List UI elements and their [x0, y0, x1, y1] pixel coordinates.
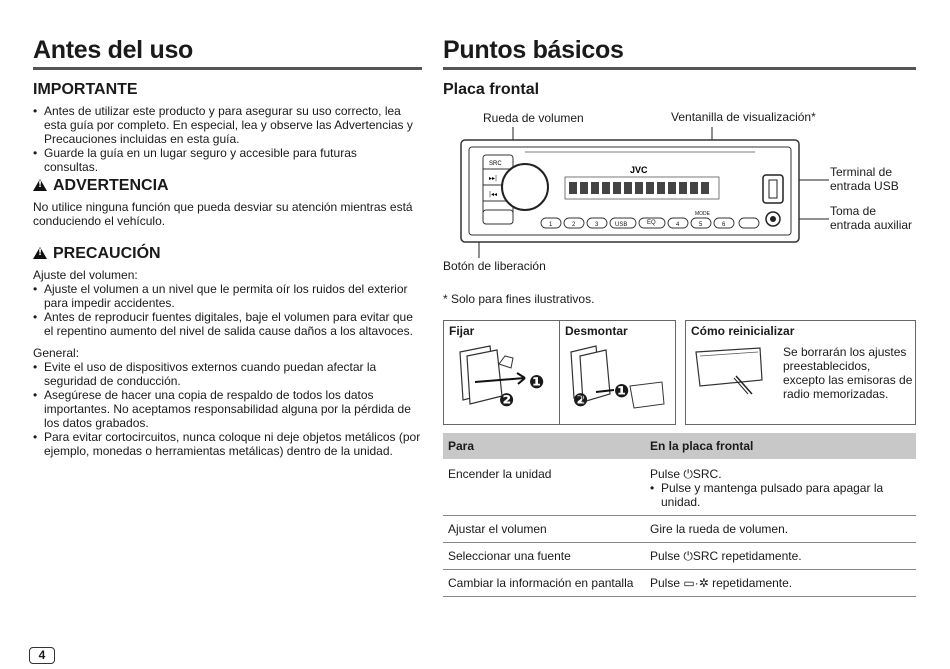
reinicializar-line: excepto las emisoras de [783, 373, 913, 387]
table-row [443, 516, 916, 543]
list-item: • Antes de utilizar este producto y para asegurar su uso correcto, lea esta guía por completo. En especial, lea y observe las Advertencias y Precauciones incluidas en esta guía. [33, 104, 413, 146]
svg-text:|◂◂: |◂◂ [489, 191, 498, 198]
step-1-badge: ❶ [614, 381, 630, 401]
footnote: * Solo para fines ilustrativos. [443, 292, 595, 306]
callout-usb-line1: Terminal de [830, 165, 893, 179]
importante-heading: IMPORTANTE [33, 81, 138, 98]
step-1-badge: ❶ [529, 372, 545, 392]
advertencia-label: ADVERTENCIA [53, 177, 169, 194]
label-reinicializar: Cómo reinicializar [691, 324, 795, 338]
svg-text:USB: USB [615, 222, 628, 228]
callout-aux-line1: Toma de [830, 204, 877, 218]
callout-usb-line2: entrada USB [830, 179, 899, 193]
power-icon: ⏻ [683, 549, 693, 563]
placa-heading: Placa frontal [443, 81, 540, 98]
src-button-label: SRC [489, 161, 502, 167]
callout-rueda: Rueda de volumen [483, 111, 584, 125]
precaucion-label: PRECAUCIÓN [53, 245, 161, 262]
list-item: • Asegúrese de hacer una copia de respaldo de todos los datos importantes. No aceptamos responsabilidad alguna por la pérdida de los datos grabados. [33, 388, 421, 430]
callout-ventanilla: Ventanilla de visualización* [671, 110, 816, 124]
step-2-badge: ❷ [499, 390, 515, 410]
list-item: • Antes de reproducir fuentes digitales, baje el volumen para evitar que el repentino aumento del nivel de salida cause daños a los altavoces. [33, 310, 421, 338]
cell-text: Pulse [650, 549, 684, 563]
reinicializar-line: Se borrarán los ajustes [783, 345, 907, 359]
warning-icon [33, 247, 47, 259]
reinicializar-line: preestablecidos, [783, 359, 871, 373]
cell-text: repetidamente. [708, 576, 793, 590]
svg-text:5: 5 [699, 222, 703, 228]
callout-boton: Botón de liberación [443, 259, 546, 273]
step-2-badge: ❷ [573, 390, 589, 410]
panel-divider [559, 320, 560, 425]
volumen-list [33, 282, 421, 338]
list-item: • Evite el uso de dispositivos externos cuando puedan afectar la seguridad de conducción. [33, 360, 421, 388]
operations-table [443, 433, 916, 597]
list-item: • Pulse y mantenga pulsado para apagar la unidad. [650, 481, 911, 509]
table-cell: Gire la rueda de volumen. [645, 516, 916, 543]
callout-aux-line2: entrada auxiliar [830, 218, 913, 232]
cell-text: Pulse [650, 576, 684, 590]
power-icon: ⏻ [683, 467, 693, 481]
importante-list [33, 104, 413, 174]
callout-usb [830, 165, 899, 193]
warning-icon [33, 179, 47, 191]
table-header-placa: En la placa frontal [645, 433, 916, 459]
title-rule-left [33, 67, 422, 70]
display-settings-icon: ▭·✲ [683, 576, 709, 590]
table-row [443, 459, 916, 516]
table-cell: Ajustar el volumen [443, 516, 645, 543]
reinicializar-line: radio memorizadas. [783, 387, 889, 401]
label-fijar: Fijar [449, 324, 475, 338]
callout-aux [830, 204, 912, 232]
title-rule-right [443, 67, 916, 70]
general-label: General: [33, 346, 80, 360]
svg-text:MODE: MODE [695, 211, 710, 217]
table-row [443, 570, 916, 597]
table-cell [645, 459, 916, 516]
general-list [33, 360, 421, 458]
svg-text:6: 6 [722, 222, 726, 228]
brand-logo: JVC [630, 165, 648, 175]
svg-text:1: 1 [549, 222, 553, 228]
faceplate-illustration [455, 125, 830, 260]
page-number: 4 [29, 647, 55, 664]
reinicializar-text [783, 345, 912, 401]
table-cell: Encender la unidad [443, 459, 645, 516]
table-cell: Seleccionar una fuente [443, 543, 645, 570]
precaucion-heading [33, 245, 161, 263]
label-desmontar: Desmontar [565, 324, 628, 338]
table-cell [645, 570, 916, 597]
svg-text:EQ: EQ [647, 220, 656, 226]
reinicializar-illustration [690, 342, 780, 412]
advertencia-text: No utilice ninguna función que pueda desviar su atención mientras está conduciendo el vehículo. [33, 200, 413, 228]
volumen-label: Ajuste del volumen: [33, 268, 138, 282]
page-title-left: Antes del uso [33, 36, 194, 64]
table-row [443, 543, 916, 570]
svg-text:3: 3 [595, 222, 599, 228]
svg-text:4: 4 [676, 222, 680, 228]
list-item: • Guarde la guía en un lugar seguro y accesible para futuras consultas. [33, 146, 413, 174]
list-item: • Ajuste el volumen a un nivel que le permita oír los ruidos del exterior para impedir accidentes. [33, 282, 421, 310]
cell-text: SRC. [692, 467, 722, 481]
table-header-para: Para [443, 433, 645, 459]
advertencia-heading [33, 177, 169, 195]
table-cell [645, 543, 916, 570]
cell-text: SRC repetidamente. [692, 549, 802, 563]
page-title-right: Puntos básicos [443, 36, 624, 64]
svg-text:▸▸|: ▸▸| [489, 175, 498, 182]
cell-text: Pulse [650, 467, 684, 481]
table-cell: Cambiar la información en pantalla [443, 570, 645, 597]
list-item: • Para evitar cortocircuitos, nunca coloque ni deje objetos metálicos (por ejemplo, monedas o herramientas metálicas) dentro de la unidad. [33, 430, 421, 458]
svg-text:2: 2 [572, 222, 576, 228]
